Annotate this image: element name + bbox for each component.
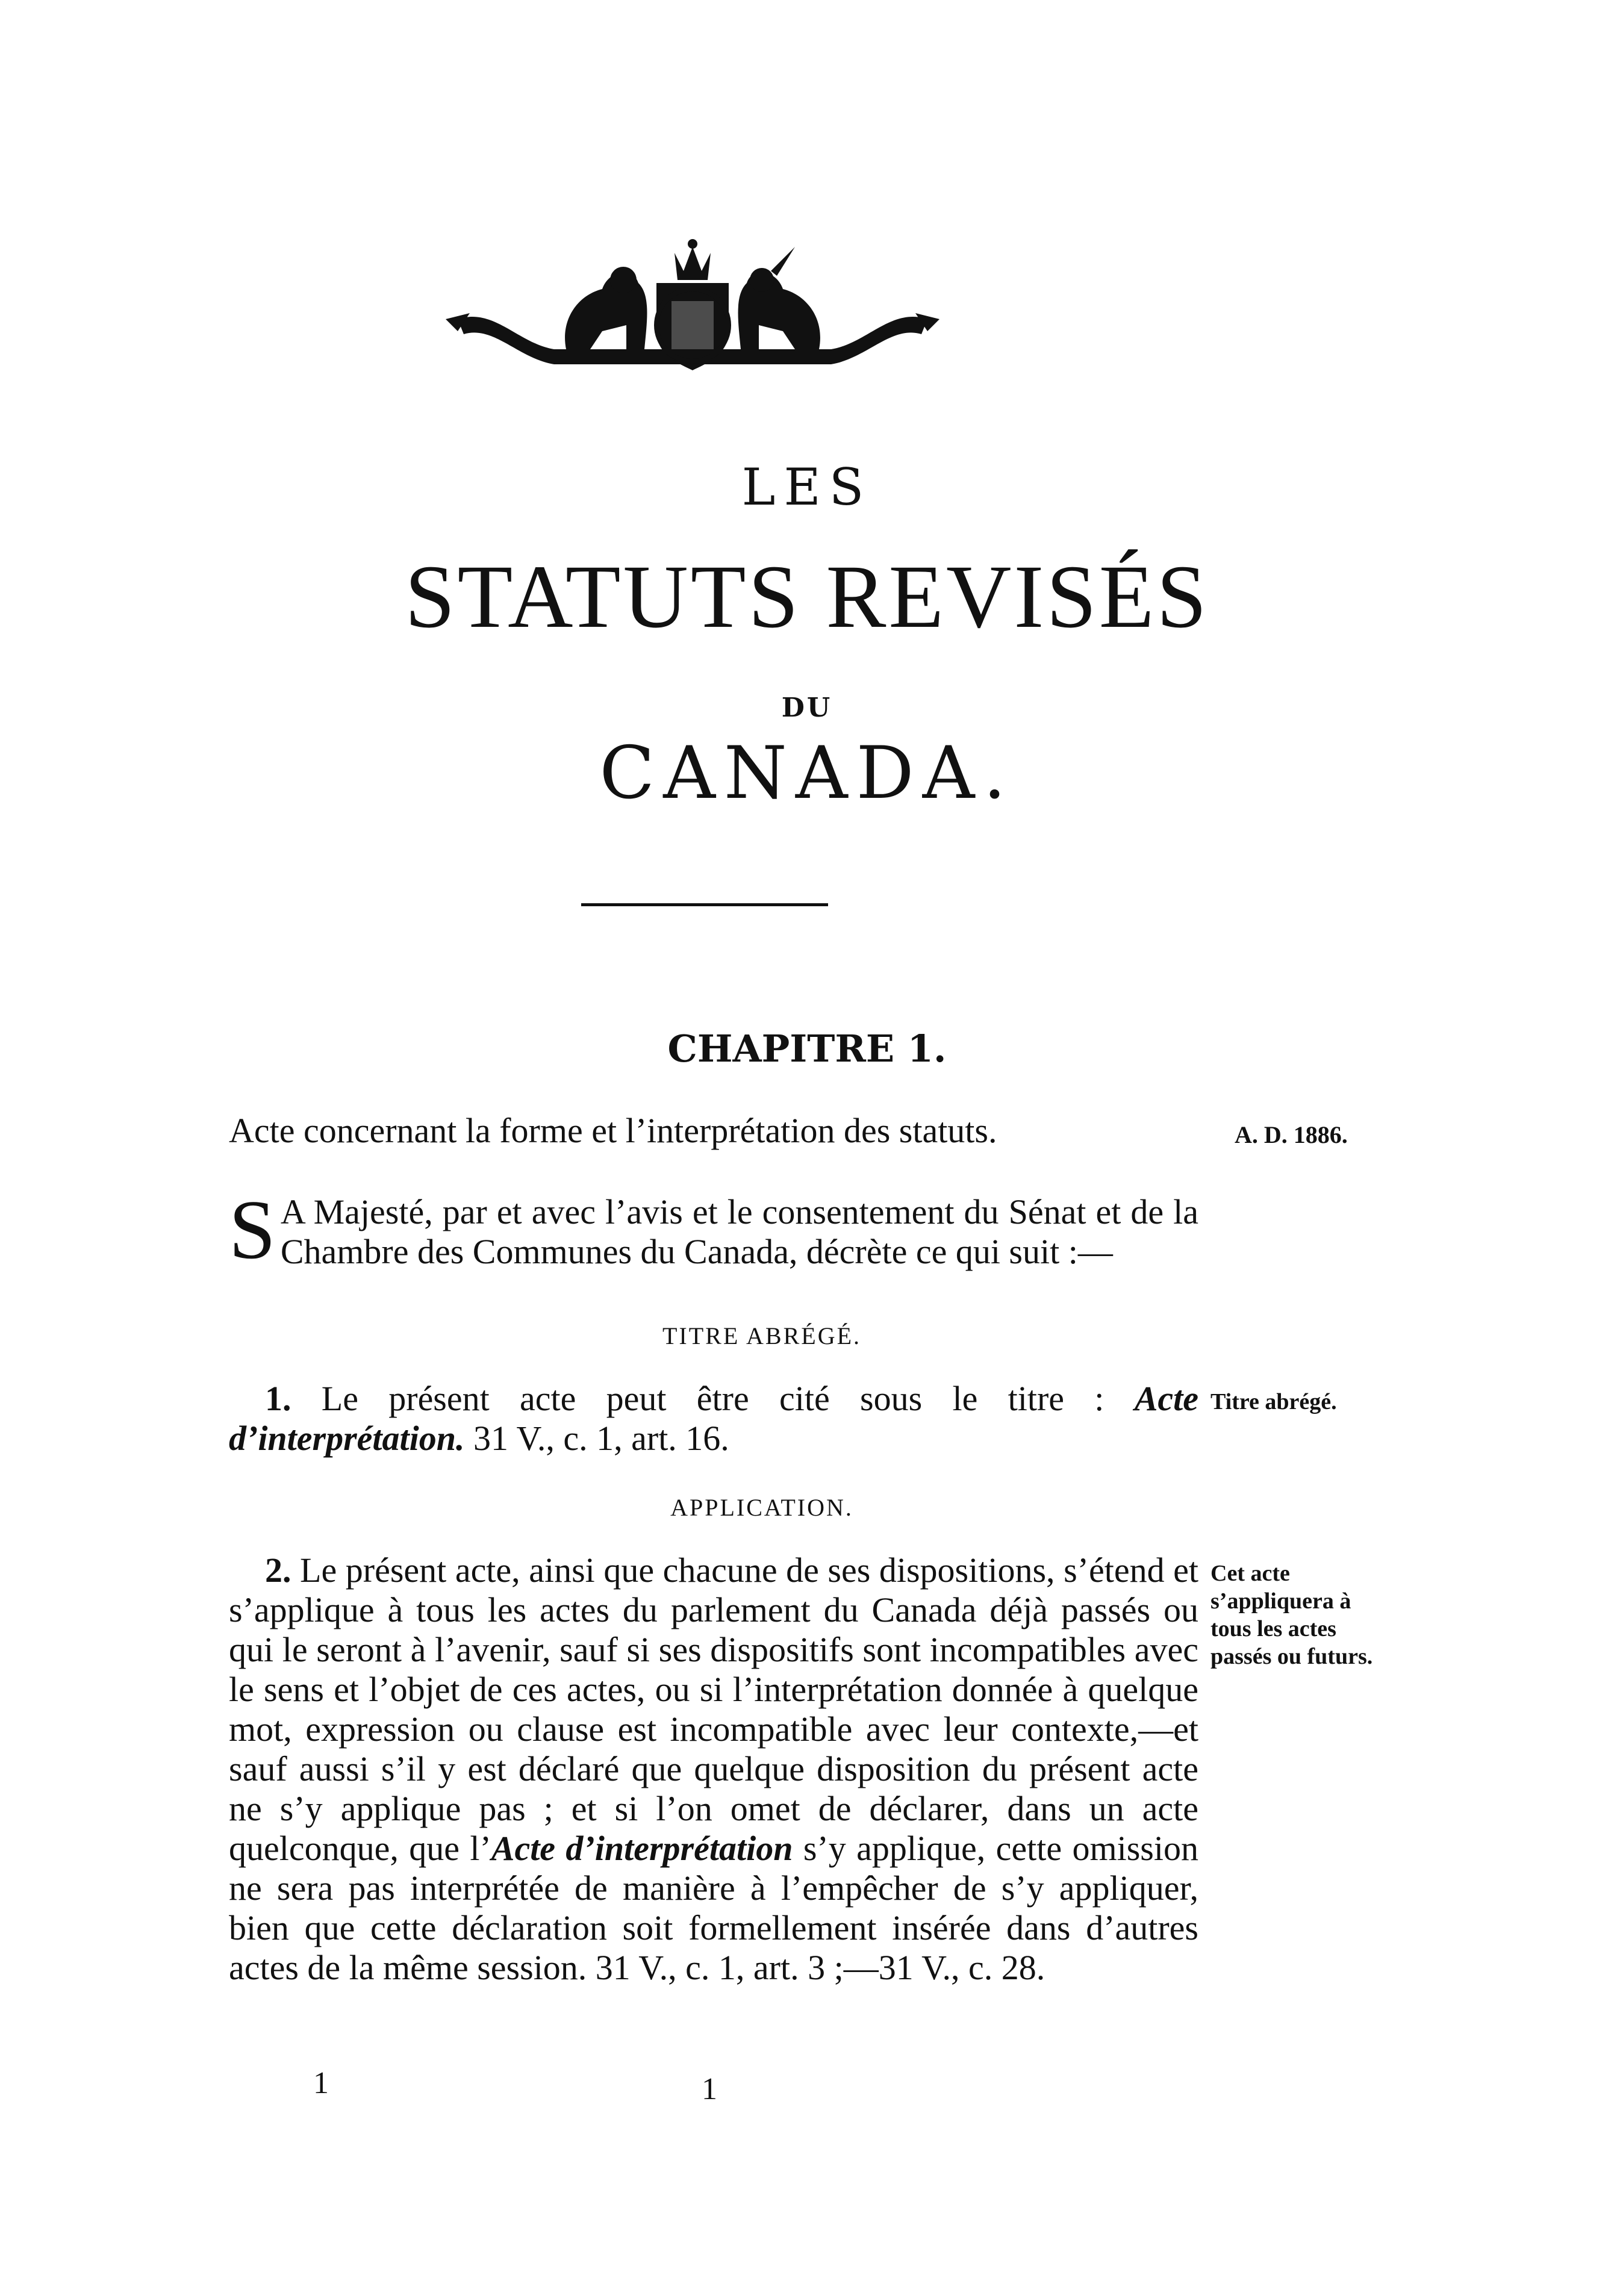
- section-1-citation: 31 V., c. 1, art. 16.: [464, 1419, 729, 1458]
- section-1: [229, 1379, 1198, 1458]
- subhead-titre-abrege: TITRE ABRÉGÉ.: [662, 1322, 862, 1349]
- title-canada: CANADA.: [599, 732, 1015, 815]
- footer-left-number: 1: [313, 2066, 329, 2100]
- title-statuts-revises: STATUTS REVISÉS: [405, 547, 1209, 647]
- preamble: [229, 1183, 1198, 1277]
- section-2-text: Le présent acte, ainsi que chacune de ses dispositions, s’étend et s’applique à tous les actes du parlement du Canada déjà passés ou qui le seront à l’avenir, sauf si ses dispositifs sont incompatibles avec le sens et l’objet de ces actes, ou si l’interprétation donnée à quelque mot, expression ou clause est incompatible avec leur contexte,—et sauf aussi s’il y est déclaré que quelque disposition du présent acte ne s’y applique pas ; et si l’on omet de déclarer, dans un acte quelconque, que l’: [229, 1551, 1198, 1868]
- preamble-text: A Majesté, par et avec l’avis et le consentement du Sénat et de la Chambre des Communes du Canada, décrète ce qui suit :—: [280, 1192, 1198, 1271]
- section-1-number: 1.: [265, 1379, 291, 1418]
- royal-coat-of-arms: [446, 229, 939, 409]
- section-1-text: Le présent acte peut être cité sous le titre :: [291, 1379, 1135, 1418]
- margin-note-2: Cet acte s’appliquera à tous les actes passés ou futurs.: [1210, 1561, 1373, 1669]
- year-note: A. D. 1886.: [1235, 1121, 1348, 1148]
- section-2: [229, 1551, 1198, 1988]
- title-du: DU: [781, 692, 833, 723]
- chapter-heading: CHAPITRE 1.: [667, 1027, 947, 1071]
- margin-note-1: Titre abrégé.: [1210, 1389, 1337, 1414]
- act-title: [229, 1111, 1198, 1151]
- title-les: LES: [741, 458, 873, 517]
- act-title-text: Acte concernant la forme et l’interprétation des statuts.: [229, 1111, 997, 1150]
- divider-rule: [581, 903, 828, 906]
- subhead-application: APPLICATION.: [670, 1494, 853, 1521]
- drop-cap: S: [229, 1183, 276, 1277]
- section-2-number: 2.: [265, 1551, 291, 1590]
- section-2-italic: Acte d’interprétation: [491, 1829, 793, 1868]
- footer-center-number: 1: [702, 2072, 717, 2106]
- section-1-italic: Acte d’interprétation.: [229, 1379, 1198, 1458]
- section-2-citation: s’y applique, cette omission ne sera pas interprétée de manière à l’empêcher de s’y appliquer, bien que cette déclaration soit formellement insérée dans d’autres actes de la même session. 31 V., c. 1, art. 3 ;—31 V., c. 28.: [229, 1829, 1198, 1987]
